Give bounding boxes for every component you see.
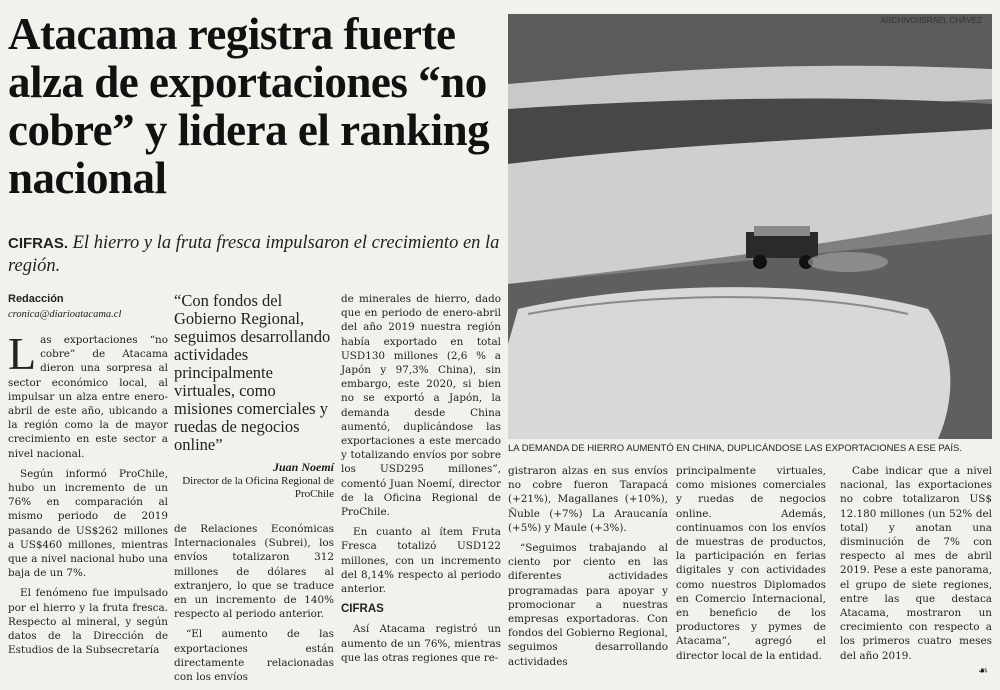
end-mark-icon: ☙: [978, 664, 988, 677]
article-paragraph: gistraron alzas en sus envíos no cobre fueron Tarapacá (+21%), Magallanes (+10%), Ñuble (+7%) La Araucanía (+5%) y Maule (+3%).: [508, 465, 668, 534]
pull-quote: [174, 292, 334, 501]
pull-quote-text: “Con fondos del Gobierno Regional, seguimos desarrollando actividades principalmente virtuales, como misiones comerciales y ruedas de negocios online”: [174, 291, 331, 454]
photo-caption: LA DEMANDA DE HIERRO AUMENTÓ EN CHINA, DUPLICÁNDOSE LAS EXPORTACIONES A ESE PAÍS.: [508, 443, 963, 454]
article-paragraph: Las exportaciones “no cobre” de Atacama dieron una sorpresa al sector económico local, al impulsar un alza entre enero-abril de este año, ubicando a la región como la de mayor crecimiento en este sector a nivel nacional.: [8, 328, 168, 460]
section-subhead: CIFRAS: [341, 603, 384, 616]
article-paragraph: Así Atacama registró un aumento de un 76%, mientras que las otras regiones que re-: [341, 623, 501, 664]
pull-quote-author: Juan Noemí: [272, 460, 334, 474]
article-paragraph: de minerales de hierro, dado que en periodo de enero-abril del año 2019 nuestra región había exportado en total USD130 millones (2,6 % a Japón y 97,3% China), sin embargo, este 2020, si bien no se exportó a Japón, la demanda desde China aumentó, duplicándose las exportaciones a este mercado y totalizando envíos por sobre los USD295 millones”, comentó Juan Noemí, director de la Oficina Regional de ProChile.: [341, 293, 501, 519]
article-column-6: [840, 464, 992, 669]
article-column-2: [174, 522, 334, 690]
byline: [8, 292, 168, 322]
dek-kicker: CIFRAS.: [8, 235, 68, 252]
article-paragraph: “El aumento de las exportaciones están directamente relacionadas con los envíos: [174, 628, 334, 684]
byline-email[interactable]: cronica@diarioatacama.cl: [8, 309, 122, 320]
photo-credit: ARCHIVO/ISRAEL CHÁVEZ: [880, 16, 982, 25]
article-column-3: [341, 292, 501, 671]
mine-photo: [508, 14, 992, 439]
byline-name: Redacción: [8, 293, 64, 305]
dek: [8, 232, 503, 278]
article-paragraph: “Seguimos trabajando al ciento por ciento en las diferentes actividades programadas para apoyar y promocionar a nuestras empresas exportadoras. Con fondos del Gobierno Regional, seguimos desarrollando actividades: [508, 542, 668, 668]
article-column-1: [8, 328, 168, 663]
article-paragraph: Cabe indicar que a nivel nacional, las exportaciones no cobre totalizaron US$ 12.180 millones (un 52% del total) y anotan una disminución de 7% con respecto al mes de abril 2019. Pese a este panorama, el grupo de siete regiones, entre las que destaca Atacama, mostraron un crecimiento con respecto a los primeros cuatro meses del año 2019.: [840, 465, 992, 662]
dek-text: El hierro y la fruta fresca impulsaron el crecimiento en la región.: [8, 233, 500, 276]
article-paragraph: principalmente virtuales, como misiones comerciales y ruedas de negocios online. Además, continuamos con los envíos de muestras de productos, la participación en ferias digitales y con actividades como nuestros Diplomados en Comercio Internacional, en beneficio de los productores y pymes de Atacama”, agregó el director local de la entidad.: [676, 465, 826, 662]
headline: Atacama registra fuerte alza de exportaciones “no cobre” y lidera el ranking nacional: [8, 9, 490, 203]
article-paragraph: de Relaciones Económicas Internacionales (Subrei), los envíos totalizaron 312 millones de dólares al extranjero, lo que se traduce en un incremento de 140% respecto al periodo anterior.: [174, 523, 334, 621]
open-pit-mine-image: [508, 14, 992, 439]
article-paragraph: El fenómeno fue impulsado por el hierro y la fruta fresca. Respecto al mineral, y según datos de la Dirección de Estudios de la Subsecretaría: [8, 587, 168, 657]
article-paragraph: Según informó ProChile, hubo un incremento de un 76% en comparación al mismo periodo de 2019 pasando de US$262 millones a US$460 millones, mientras que a nivel nacional hubo una baja de un 7%.: [8, 467, 168, 580]
pull-quote-role: Director de la Oficina Regional de ProChile: [182, 475, 334, 500]
drop-cap: L: [8, 328, 37, 379]
article-paragraph: En cuanto al ítem Fruta Fresca totalizó USD122 millones, con un incremento del 8,14% respecto al periodo anterior.: [341, 526, 501, 596]
article-column-5: [676, 464, 826, 669]
article-column-4: [508, 464, 668, 675]
